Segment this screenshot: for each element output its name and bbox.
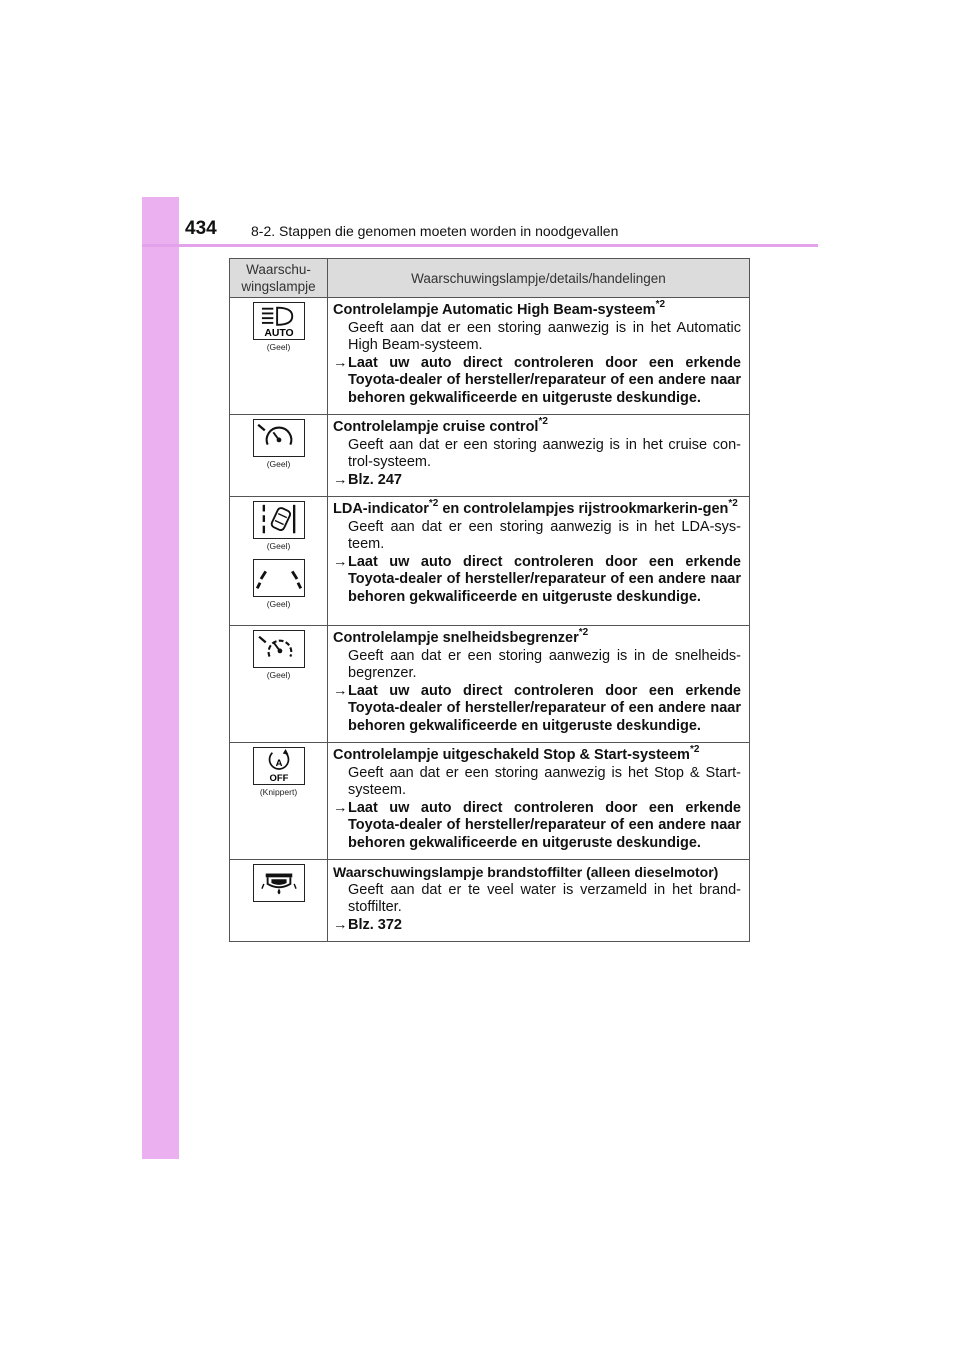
auto-high-beam-icon [253, 302, 305, 340]
cruise-control-icon [253, 419, 305, 457]
arrow-icon: → [333, 916, 348, 933]
icon-caption: (Geel) [266, 541, 291, 551]
icon-cell [230, 415, 328, 497]
page-number: 434 [185, 218, 217, 239]
icon-caption: (Geel) [266, 670, 291, 680]
item-description: Geeft aan dat er een storing aanwezig is het Stop & Start-systeem. [348, 764, 741, 798]
details-cell [328, 743, 750, 860]
auto-label: AUTO [263, 328, 294, 340]
item-action: → Blz. 372 [333, 916, 402, 933]
arrow-icon: → [333, 354, 348, 371]
lane-markers-icon [253, 559, 305, 597]
details-cell [328, 626, 750, 743]
details-cell [328, 298, 750, 415]
side-color-band [142, 197, 179, 1159]
icon-cell [230, 626, 328, 743]
arrow-icon: → [333, 471, 348, 488]
item-description: Geeft aan dat er een storing aanwezig is in het Automatic High Beam-systeem. [348, 319, 741, 353]
icon-cell [230, 743, 328, 860]
col-header-icon: Waarschu- wingslampje [230, 259, 328, 298]
details-cell [328, 415, 750, 497]
details-cell [328, 497, 750, 626]
table-row [230, 860, 750, 942]
a-label: A [275, 758, 282, 769]
fuel-filter-icon [253, 864, 305, 902]
off-label: OFF [269, 773, 288, 785]
item-title: Controlelampje snelheidsbegrenzer$^{*2}$ [333, 627, 589, 646]
item-description: Geeft aan dat er een storing aanwezig is in het LDA-sys-teem. [348, 518, 741, 552]
table-row [230, 298, 750, 415]
item-title: Controlelampje Automatic High Beam-systeem$^{*2}$ [333, 299, 666, 318]
table-row [230, 497, 750, 626]
icon-caption: (Geel) [266, 599, 291, 609]
item-action: → Laat uw auto direct controleren door een erkende Toyota-dealer of hersteller/reparateur of een andere naar behoren gekwalificeerde en uitgeruste deskundige. [333, 553, 741, 605]
table-row [230, 415, 750, 497]
icon-caption: (Geel) [266, 342, 291, 352]
details-cell [328, 860, 750, 942]
arrow-icon: → [333, 799, 348, 816]
item-title: LDA-indicator$^{*2}$ en controlelampjes rijstrookmarkerin-gen$^{*2}$ [333, 498, 738, 517]
item-title: Controlelampje uitgeschakeld Stop & Start-systeem$^{*2}$ [333, 744, 700, 763]
item-description: Geeft aan dat er een storing aanwezig is in de snelheids-begrenzer. [348, 647, 741, 681]
header-rule [142, 244, 818, 247]
table-row [230, 743, 750, 860]
item-action: → Laat uw auto direct controleren door een erkende Toyota-dealer of hersteller/reparateur of een andere naar behoren gekwalificeerde en uitgeruste deskundige. [333, 682, 741, 734]
item-action: → Blz. 247 [333, 471, 402, 488]
icon-caption: (Knippert) [259, 787, 298, 797]
warning-lights-table [229, 258, 750, 942]
item-description: Geeft aan dat er een storing aanwezig is in het cruise con-trol-systeem. [348, 436, 741, 470]
lda-indicator-icon [253, 501, 305, 539]
section-title: 8-2. Stappen die genomen moeten worden in noodgevallen [251, 223, 619, 239]
item-title: Controlelampje cruise control$^{*2}$ [333, 416, 548, 435]
item-action: → Laat uw auto direct controleren door een erkende Toyota-dealer of hersteller/reparateur of een andere naar behoren gekwalificeerde en uitgeruste deskundige. [333, 354, 741, 406]
icon-cell [230, 860, 328, 942]
stop-start-off-icon [253, 747, 305, 785]
item-title: Waarschuwingslampje brandstoffilter (alleen dieselmotor) [333, 864, 719, 880]
arrow-icon: → [333, 682, 348, 699]
speed-limiter-icon [253, 630, 305, 668]
table-row [230, 626, 750, 743]
icon-cell [230, 298, 328, 415]
item-description: Geeft aan dat er te veel water is verzameld in het brand-stoffilter. [348, 881, 741, 915]
icon-cell [230, 497, 328, 626]
icon-caption: (Geel) [266, 459, 291, 469]
col-header-details: Waarschuwingslampje/details/handelingen [328, 259, 750, 298]
arrow-icon: → [333, 553, 348, 570]
table-header-row [230, 259, 750, 298]
item-action: → Laat uw auto direct controleren door een erkende Toyota-dealer of hersteller/reparateur of een andere naar behoren gekwalificeerde en uitgeruste deskundige. [333, 799, 741, 851]
